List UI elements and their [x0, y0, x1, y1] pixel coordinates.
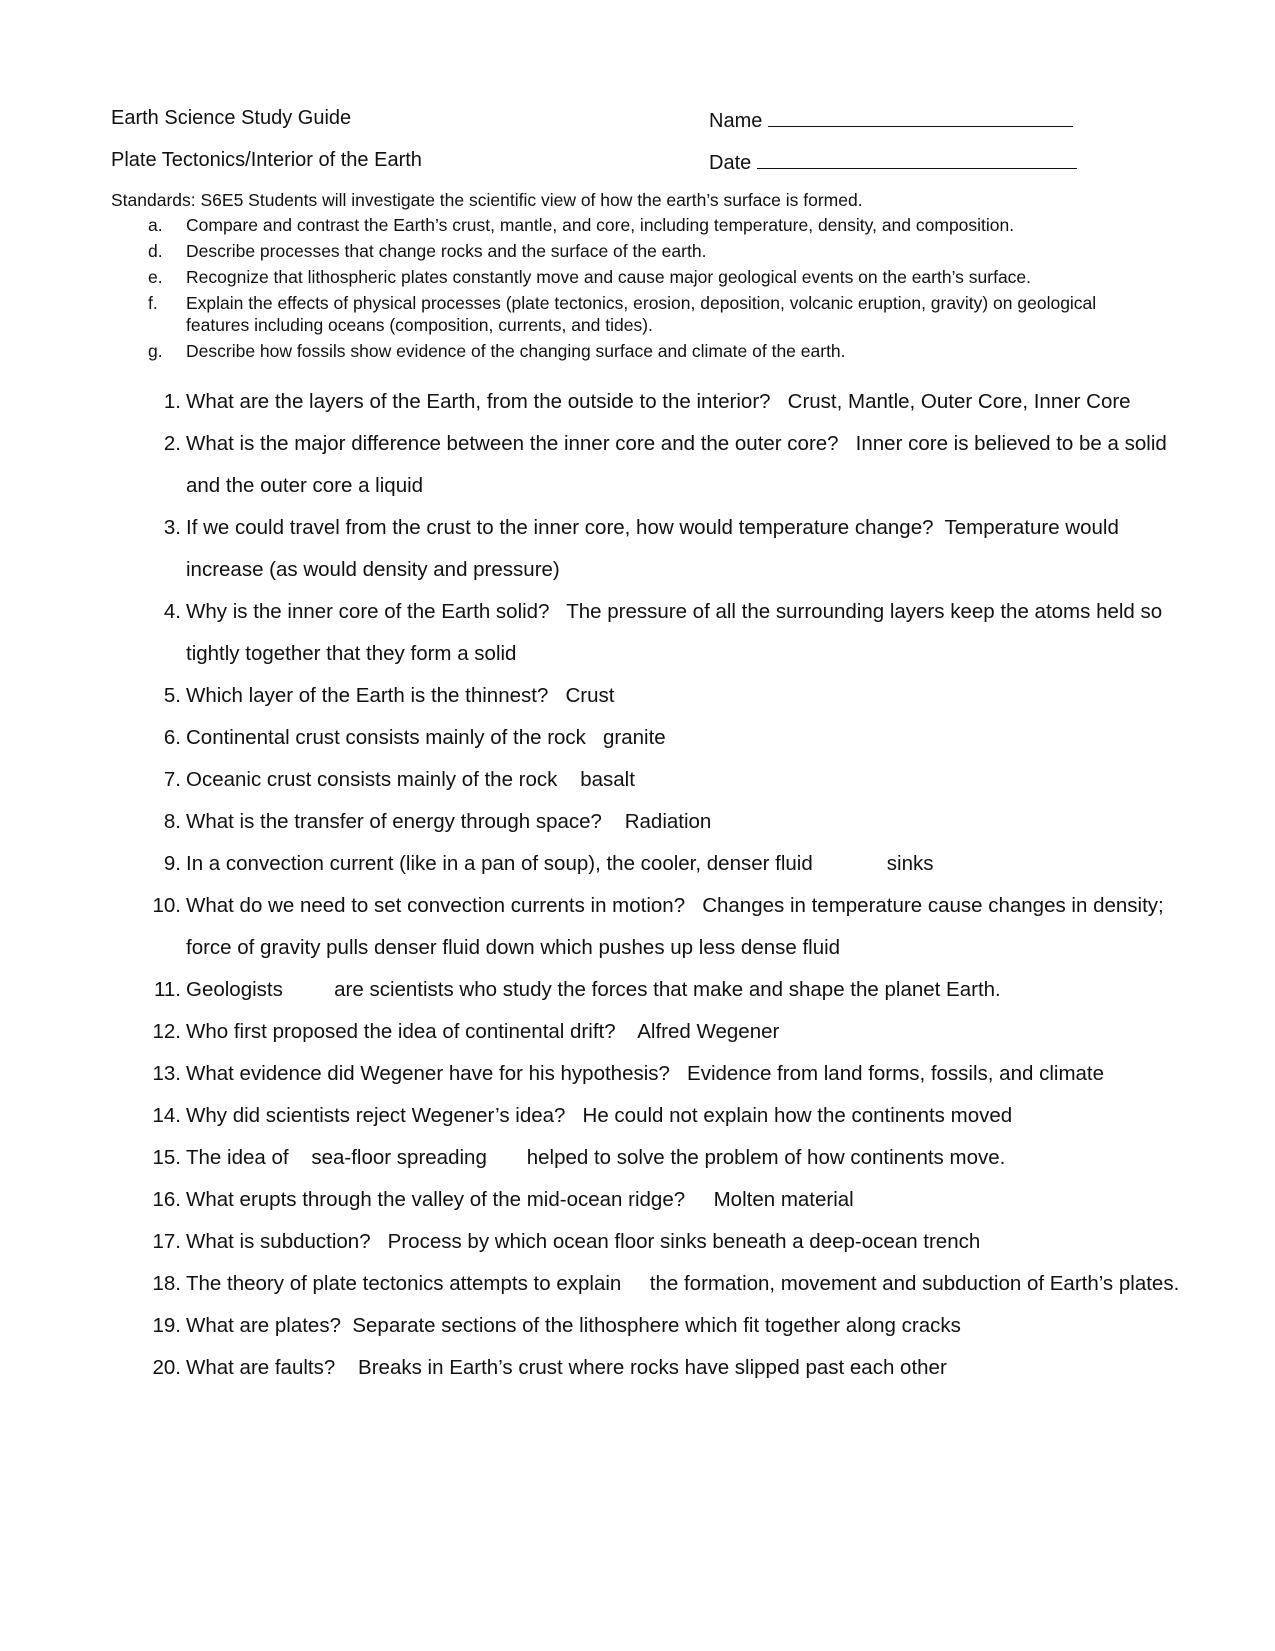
standard-item [111, 266, 1211, 288]
standard-letter: a. [148, 215, 163, 235]
standard-letter: g. [148, 341, 163, 361]
document-subtitle: Plate Tectonics/Interior of the Earth [111, 149, 422, 171]
question-number: 18. [152, 1272, 181, 1295]
question-number: 4. [163, 600, 181, 623]
standard-item [111, 292, 1211, 336]
standard-text: Describe processes that change rocks and the surface of the earth. [186, 241, 707, 261]
question-item [111, 1137, 1221, 1179]
question-text: What evidence did Wegener have for his hypothesis? Evidence from land forms, fossils, and climate [186, 1062, 1105, 1085]
question-number: 15. [152, 1146, 181, 1169]
question-item [111, 1347, 1221, 1389]
question-number: 20. [152, 1356, 181, 1379]
name-label: Name [709, 110, 763, 132]
question-text: What erupts through the valley of the mid-ocean ridge? Molten material [186, 1188, 854, 1211]
question-item [111, 759, 1221, 801]
question-item [111, 591, 1221, 675]
question-text: Who first proposed the idea of continental drift? Alfred Wegener [186, 1020, 780, 1043]
question-item [111, 381, 1221, 423]
question-text: The idea of sea-floor spreading helped to solve the problem of how continents move. [186, 1146, 1006, 1169]
standard-letter: f. [148, 293, 158, 313]
standards-list [111, 214, 1211, 362]
standard-letter: e. [148, 267, 163, 287]
question-item [111, 1221, 1221, 1263]
question-item [111, 1011, 1221, 1053]
question-item [111, 1179, 1221, 1221]
question-text: What are faults? Breaks in Earth’s crust where rocks have slipped past each other [186, 1356, 947, 1379]
question-number: 10. [152, 894, 181, 917]
question-text: What are plates? Separate sections of the lithosphere which fit together along cracks [186, 1314, 961, 1337]
question-number: 19. [152, 1314, 181, 1337]
question-text: Why is the inner core of the Earth solid? The pressure of all the surrounding layers keep the atoms held so tightly together that they form a solid [186, 600, 1168, 665]
name-field [709, 106, 1073, 133]
standard-item [111, 340, 1211, 362]
question-item [111, 843, 1221, 885]
question-number: 1. [163, 390, 181, 413]
question-item [111, 1095, 1221, 1137]
question-number: 6. [163, 726, 181, 749]
date-blank-line [757, 148, 1077, 169]
date-label: Date [709, 152, 752, 174]
question-item [111, 717, 1221, 759]
question-number: 5. [163, 684, 181, 707]
question-item [111, 885, 1221, 969]
question-item [111, 1053, 1221, 1095]
question-number: 9. [163, 852, 181, 875]
question-item [111, 969, 1221, 1011]
questions-list [111, 381, 1221, 1389]
question-number: 17. [152, 1230, 181, 1253]
question-text: In a convection current (like in a pan of soup), the cooler, denser fluid sinks [186, 852, 934, 875]
standard-text: Describe how fossils show evidence of the changing surface and climate of the earth. [186, 341, 846, 361]
standards-section [111, 189, 1211, 366]
question-text: If we could travel from the crust to the inner core, how would temperature change? Temperature would increase (as would density and pressure) [186, 516, 1125, 581]
question-number: 13. [152, 1062, 181, 1085]
question-item [111, 801, 1221, 843]
question-text: Which layer of the Earth is the thinnest? Crust [186, 684, 615, 707]
question-number: 14. [152, 1104, 181, 1127]
question-text: Oceanic crust consists mainly of the rock basalt [186, 768, 635, 791]
question-text: The theory of plate tectonics attempts to explain the formation, movement and subduction of Earth’s plates. [186, 1272, 1180, 1295]
question-item [111, 507, 1221, 591]
question-number: 7. [163, 768, 181, 791]
question-text: What is the major difference between the inner core and the outer core? Inner core is believed to be a solid and the outer core a liquid [186, 432, 1173, 497]
standard-text: Explain the effects of physical processes (plate tectonics, erosion, deposition, volcanic eruption, gravity) on geological features including oceans (composition, currents, and tides). [186, 293, 1102, 335]
question-item [111, 1263, 1221, 1305]
question-text: What do we need to set convection currents in motion? Changes in temperature cause changes in density; force of gravity pulls denser fluid down which pushes up less dense fluid [186, 894, 1170, 959]
name-blank-line [768, 106, 1073, 127]
question-text: What is the transfer of energy through space? Radiation [186, 810, 712, 833]
date-field [709, 148, 1077, 175]
question-text: What is subduction? Process by which ocean floor sinks beneath a deep-ocean trench [186, 1230, 981, 1253]
standard-letter: d. [148, 241, 163, 261]
question-number: 2. [163, 432, 181, 455]
standard-text: Recognize that lithospheric plates constantly move and cause major geological events on the earth’s surface. [186, 267, 1032, 287]
standards-intro: Standards: S6E5 Students will investigate the scientific view of how the earth’s surface is formed. [111, 190, 863, 210]
question-number: 8. [163, 810, 181, 833]
question-item [111, 423, 1221, 507]
question-text: Continental crust consists mainly of the rock granite [186, 726, 666, 749]
question-number: 16. [152, 1188, 181, 1211]
question-number: 12. [152, 1020, 181, 1043]
standard-text: Compare and contrast the Earth’s crust, mantle, and core, including temperature, density, and composition. [186, 215, 1015, 235]
standard-item [111, 214, 1211, 236]
question-number: 11. [154, 978, 181, 1001]
question-text: What are the layers of the Earth, from the outside to the interior? Crust, Mantle, Outer Core, Inner Core [186, 390, 1131, 413]
document-title: Earth Science Study Guide [111, 107, 352, 129]
question-item [111, 1305, 1221, 1347]
question-text: Geologists are scientists who study the forces that make and shape the planet Earth. [186, 978, 1001, 1001]
question-text: Why did scientists reject Wegener’s idea? He could not explain how the continents moved [186, 1104, 1013, 1127]
standard-item [111, 240, 1211, 262]
question-number: 3. [163, 516, 181, 539]
question-item [111, 675, 1221, 717]
